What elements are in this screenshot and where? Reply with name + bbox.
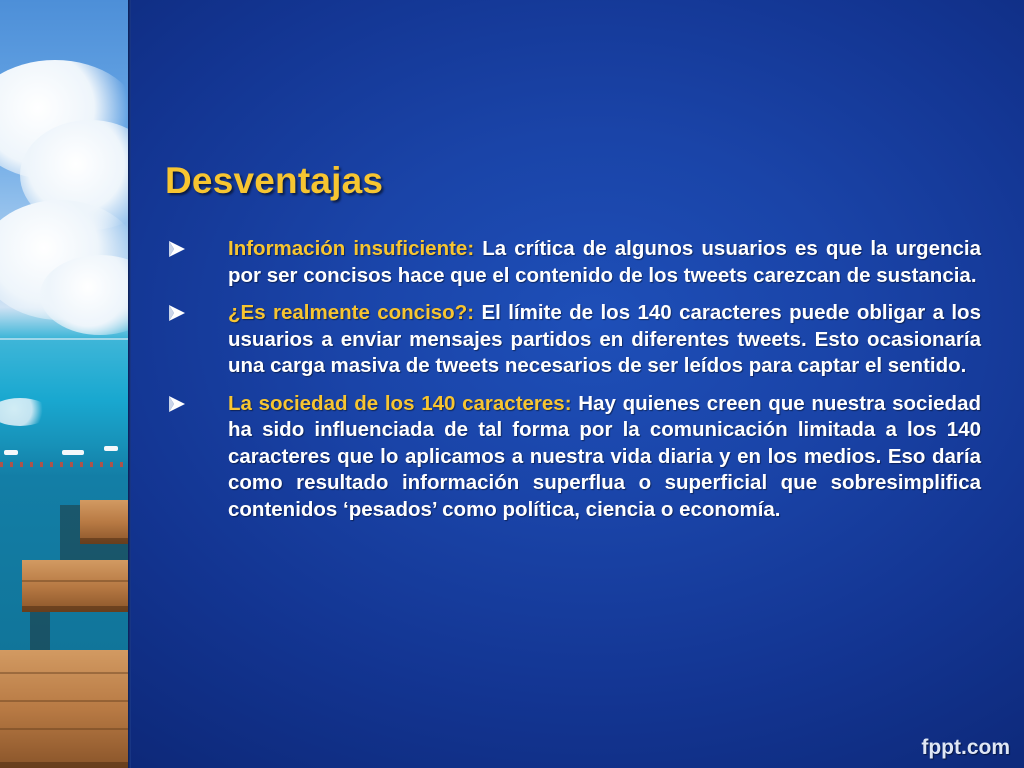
slide-title: Desventajas	[165, 160, 384, 201]
strip-divider	[128, 0, 131, 768]
bullet-term: La sociedad de los 140 caracteres:	[228, 391, 572, 415]
beach-pier-photo	[0, 0, 128, 768]
bullet-text: La crítica de algunos usuarios es que la urgencia por ser concisos hace que el contenido de los tweets carezcan de sustancia.	[228, 237, 981, 287]
bullet-item	[165, 300, 981, 380]
bullet-text: Hay quienes creen que nuestra sociedad ha sido influenciada de tal forma por la comunicación limitada a los 140 caracteres que lo aplicamos a nuestra vida diaria y en los medios. Eso daría como resultado información superflua o superficial que sobresimplifica contenidos ‘pesados’ como política, ciencia o economía.	[228, 391, 981, 521]
arrowhead-bullet-icon	[165, 236, 189, 262]
bullet-item	[165, 236, 981, 289]
arrowhead-bullet-icon	[165, 391, 189, 417]
bullet-term: ¿Es realmente conciso?:	[228, 301, 475, 324]
bullet-term: Información insuficiente:	[228, 237, 475, 260]
arrowhead-bullet-icon	[165, 300, 189, 326]
bullet-text: El límite de los 140 caracteres puede obligar a los usuarios a enviar mensajes partidos en diferentes tweets. Esto ocasionaría una carga masiva de tweets necesarios de ser leídos para captar el sentido.	[228, 301, 981, 377]
bullet-list	[165, 236, 981, 534]
bullet-item	[165, 391, 981, 524]
fppt-logo: fppt.com	[921, 736, 1010, 759]
